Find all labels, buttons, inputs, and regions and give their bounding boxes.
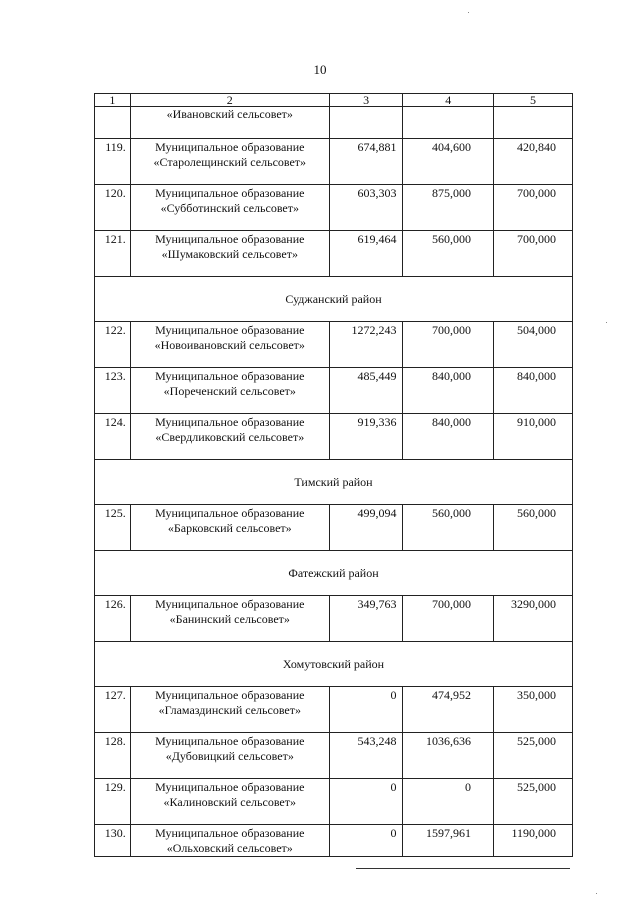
table-row — [95, 368, 573, 414]
district-name: Суджанский район — [95, 277, 573, 322]
empty-cell — [329, 107, 403, 139]
municipality-title: «Калиновский сельсовет» — [163, 795, 297, 809]
municipality-name — [130, 322, 329, 368]
table-row — [95, 687, 573, 733]
district-name: Фатежский район — [95, 551, 573, 596]
table-row — [95, 322, 573, 368]
value-col5: 525,000 — [494, 779, 573, 825]
value-col4: 875,000 — [403, 185, 494, 231]
page-number: 10 — [313, 62, 327, 77]
value-col5: 910,000 — [494, 414, 573, 460]
scan-speck — [606, 322, 607, 323]
municipality-name — [130, 231, 329, 277]
value-col3: 349,763 — [329, 596, 403, 642]
value-col3: 1272,243 — [329, 322, 403, 368]
municipality-name — [130, 185, 329, 231]
district-name: Хомутовский район — [95, 642, 573, 687]
municipality-name — [130, 687, 329, 733]
row-number: 125. — [95, 505, 131, 551]
value-col3: 0 — [329, 779, 403, 825]
value-col4: 560,000 — [403, 231, 494, 277]
municipality-title: «Пореченский сельсовет» — [163, 384, 296, 398]
row-number: 126. — [95, 596, 131, 642]
row-number: 124. — [95, 414, 131, 460]
value-col3: 674,881 — [329, 139, 403, 185]
header-row — [95, 94, 573, 107]
municipality-type: Муниципальное образование — [155, 323, 305, 337]
district-row — [95, 551, 573, 596]
table-row — [95, 414, 573, 460]
value-col4: 700,000 — [403, 596, 494, 642]
value-col3: 603,303 — [329, 185, 403, 231]
row-number: 130. — [95, 825, 131, 857]
district-row — [95, 277, 573, 322]
table-row — [95, 733, 573, 779]
value-col5: 504,000 — [494, 322, 573, 368]
value-col5: 700,000 — [494, 231, 573, 277]
row-number: 119. — [95, 139, 131, 185]
municipality-name — [130, 596, 329, 642]
municipality-name — [130, 825, 329, 857]
municipality-type: Муниципальное образование — [155, 688, 305, 702]
table-row — [95, 825, 573, 857]
district-name: Тимский район — [95, 460, 573, 505]
value-col3: 0 — [329, 825, 403, 857]
value-col5: 1190,000 — [494, 825, 573, 857]
value-col3: 619,464 — [329, 231, 403, 277]
district-row — [95, 642, 573, 687]
row-number: 121. — [95, 231, 131, 277]
table-row — [95, 185, 573, 231]
row-number: 127. — [95, 687, 131, 733]
scan-speck — [596, 893, 597, 894]
municipality-name — [130, 779, 329, 825]
value-col4: 0 — [403, 779, 494, 825]
municipality-name — [130, 505, 329, 551]
municipality-title: «Ольховский сельсовет» — [166, 841, 293, 855]
row-number: 120. — [95, 185, 131, 231]
municipality-type: Муниципальное образование — [155, 140, 305, 154]
value-col3: 919,336 — [329, 414, 403, 460]
budget-table — [94, 93, 573, 857]
municipality-title: «Дубовицкий сельсовет» — [165, 749, 294, 763]
empty-cell — [403, 107, 494, 139]
municipality-name — [130, 139, 329, 185]
value-col3: 0 — [329, 687, 403, 733]
table-row — [95, 139, 573, 185]
municipality-title: «Субботинский сельсовет» — [160, 201, 300, 215]
municipality-title: «Гламаздинский сельсовет» — [158, 703, 301, 717]
municipality-type: Муниципальное образование — [155, 232, 305, 246]
value-col5: 700,000 — [494, 185, 573, 231]
value-col5: 350,000 — [494, 687, 573, 733]
value-col5: 3290,000 — [494, 596, 573, 642]
value-col4: 404,600 — [403, 139, 494, 185]
continuation-row — [95, 107, 573, 139]
header-cell-3: 3 — [329, 94, 403, 107]
value-col4: 700,000 — [403, 322, 494, 368]
empty-cell — [494, 107, 573, 139]
municipality-name — [130, 733, 329, 779]
municipality-type: Муниципальное образование — [155, 780, 305, 794]
table-row — [95, 779, 573, 825]
header-cell-5: 5 — [494, 94, 573, 107]
municipality-title: «Старолещинский сельсовет» — [153, 155, 307, 169]
footer-rule — [356, 868, 570, 869]
row-number: 129. — [95, 779, 131, 825]
municipality-type: Муниципальное образование — [155, 734, 305, 748]
header-cell-1: 1 — [95, 94, 131, 107]
value-col3: 499,094 — [329, 505, 403, 551]
table-row — [95, 505, 573, 551]
row-number: 123. — [95, 368, 131, 414]
continuation-text: «Ивановский сельсовет» — [130, 107, 329, 139]
header-cell-2: 2 — [130, 94, 329, 107]
value-col4: 560,000 — [403, 505, 494, 551]
municipality-title: «Барковский сельсовет» — [167, 521, 292, 535]
value-col5: 420,840 — [494, 139, 573, 185]
value-col4: 1036,636 — [403, 733, 494, 779]
table-row — [95, 231, 573, 277]
municipality-type: Муниципальное образование — [155, 506, 305, 520]
row-number: 122. — [95, 322, 131, 368]
value-col4: 1597,961 — [403, 825, 494, 857]
value-col5: 840,000 — [494, 368, 573, 414]
municipality-type: Муниципальное образование — [155, 415, 305, 429]
municipality-title: «Банинский сельсовет» — [169, 612, 290, 626]
municipality-type: Муниципальное образование — [155, 186, 305, 200]
table-row — [95, 596, 573, 642]
district-row — [95, 460, 573, 505]
value-col5: 560,000 — [494, 505, 573, 551]
municipality-type: Муниципальное образование — [155, 597, 305, 611]
table-body — [95, 94, 573, 857]
value-col3: 543,248 — [329, 733, 403, 779]
municipality-name — [130, 414, 329, 460]
municipality-type: Муниципальное образование — [155, 369, 305, 383]
value-col5: 525,000 — [494, 733, 573, 779]
municipality-name — [130, 368, 329, 414]
municipality-title: «Новоивановский сельсовет» — [154, 338, 305, 352]
scan-speck — [468, 12, 469, 13]
value-col3: 485,449 — [329, 368, 403, 414]
empty-cell — [95, 107, 131, 139]
value-col4: 840,000 — [403, 368, 494, 414]
row-number: 128. — [95, 733, 131, 779]
municipality-title: «Шумаковский сельсовет» — [161, 247, 298, 261]
municipality-title: «Свердликовский сельсовет» — [155, 430, 305, 444]
header-cell-4: 4 — [403, 94, 494, 107]
municipality-type: Муниципальное образование — [155, 826, 305, 840]
value-col4: 840,000 — [403, 414, 494, 460]
value-col4: 474,952 — [403, 687, 494, 733]
